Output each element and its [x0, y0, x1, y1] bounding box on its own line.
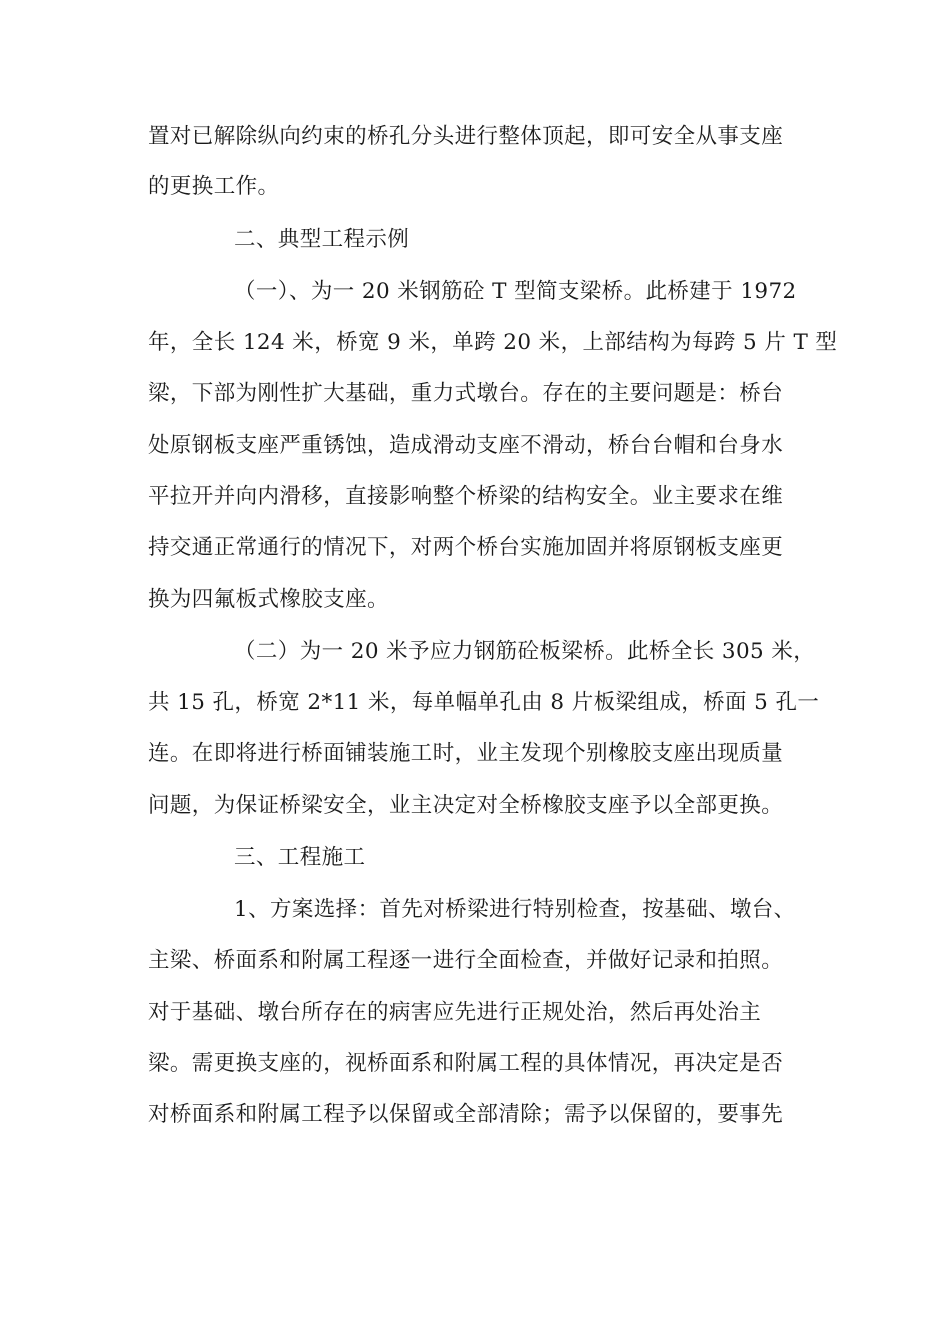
section-heading: 二、典型工程示例: [234, 227, 410, 252]
paragraph-line: 持交通正常通行的情况下，对两个桥台实施加固并将原钢板支座更: [148, 535, 784, 560]
paragraph-line: 年，全长 124 米，桥宽 9 米，单跨 20 米，上部结构为每跨 5 片 T 型: [148, 330, 838, 355]
paragraph-line: 平拉开并向内滑移，直接影响整个桥梁的结构安全。业主要求在维: [148, 484, 784, 509]
paragraph-line: （二）为一 20 米予应力钢筋砼板梁桥。此桥全长 305 米，: [234, 639, 816, 664]
paragraph-line: 1、方案选择：首先对桥梁进行特别检查，按基础、墩台、: [234, 897, 796, 922]
paragraph-line: 共 15 孔，桥宽 2*11 米，每单幅单孔由 8 片板梁组成，桥面 5 孔一: [148, 690, 820, 715]
paragraph-line: 换为四氟板式橡胶支座。: [148, 587, 389, 612]
paragraph-line: 梁。需更换支座的，视桥面系和附属工程的具体情况，再决定是否: [148, 1051, 784, 1076]
paragraph-line: 连。在即将进行桥面铺装施工时，业主发现个别橡胶支座出现质量: [148, 741, 784, 766]
paragraph-line: 置对已解除纵向约束的桥孔分头进行整体顶起，即可安全从事支座: [148, 124, 784, 149]
paragraph-line: 处原钢板支座严重锈蚀，造成滑动支座不滑动，桥台台帽和台身水: [148, 433, 784, 458]
paragraph-line: 主梁、桥面系和附属工程逐一进行全面检查，并做好记录和拍照。: [148, 948, 784, 973]
paragraph-line: 梁，下部为刚性扩大基础，重力式墩台。存在的主要问题是：桥台: [148, 381, 784, 406]
paragraph-line: 对桥面系和附属工程予以保留或全部清除；需予以保留的，要事先: [148, 1102, 784, 1127]
paragraph-line: 问题，为保证桥梁安全，业主决定对全桥橡胶支座予以全部更换。: [148, 793, 784, 818]
section-heading: 三、工程施工: [234, 845, 366, 870]
paragraph-line: 对于基础、墩台所存在的病害应先进行正规处治，然后再处治主: [148, 1000, 762, 1025]
paragraph-line: 的更换工作。: [148, 174, 280, 199]
paragraph-line: （一）、为一 20 米钢筋砼 T 型简支梁桥。此桥建于 1972: [234, 279, 797, 304]
